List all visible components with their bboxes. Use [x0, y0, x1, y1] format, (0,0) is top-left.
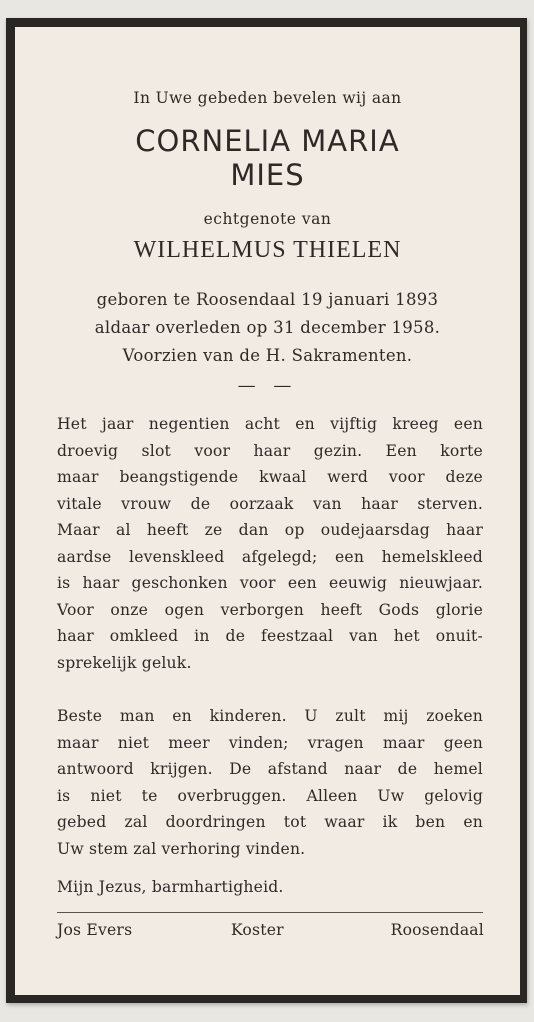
death-line: aldaar overleden op 31 december 1958. — [94, 318, 441, 337]
paragraph-line: Uw stem zal verhoring vinden. — [57, 839, 306, 858]
paragraph-line: vitale vrouw de oorzaak van haar sterven. — [57, 494, 483, 513]
footer-divider — [57, 912, 483, 913]
paragraph-line: Maar al heeft ze dan op oudejaarsdag haar — [57, 521, 483, 539]
printer-name: Jos Evers — [57, 921, 133, 939]
printer-town: Roosendaal — [390, 921, 484, 939]
paragraph-line: sprekelijk geluk. — [57, 653, 192, 672]
spouse-name: WILHELMUS THIELEN — [133, 237, 402, 263]
invocation-text: In Uwe gebeden bevelen wij aan — [133, 89, 402, 107]
birth-line: geboren te Roosendaal 19 januari 1893 — [96, 290, 439, 309]
printer-role: Koster — [231, 921, 284, 939]
card-content — [15, 27, 520, 995]
paragraph-line: Beste man en kinderen. U zult mij zoeken — [57, 707, 483, 725]
closing-prayer: Mijn Jezus, barmhartigheid. — [57, 878, 284, 896]
paragraph-line: antwoord krijgen. De afstand naar de hemel — [57, 760, 483, 778]
paragraph-line: droevig slot voor haar gezin. Een korte — [57, 441, 483, 460]
paragraph-line: Voor onze ogen verborgen heeft Gods glorie — [57, 600, 483, 619]
spouse-intro: echtgenote van — [203, 210, 332, 228]
paragraph-line: is niet te overbruggen. Alleen Uw gelovig — [57, 786, 483, 805]
separator-dashes: — — — [237, 375, 298, 396]
deceased-name-line2: MIES — [230, 158, 305, 192]
memorial-card — [6, 18, 527, 1003]
paragraph-line: aardse levenskleed afgelegd; een hemelskleed — [57, 547, 483, 566]
paragraph-line: haar omkleed in de feestzaal van het onuit- — [57, 627, 483, 645]
sacraments-line: Voorzien van de H. Sakramenten. — [122, 346, 413, 365]
paragraph-line: is haar geschonken voor een eeuwig nieuwjaar. — [57, 574, 483, 592]
paragraph-line: maar niet meer vinden; vragen maar geen — [57, 733, 483, 752]
paragraph-line: Het jaar negentien acht en vijftig kreeg een — [57, 415, 483, 433]
paragraph-line: gebed zal doordringen tot waar ik ben en — [57, 813, 483, 831]
memorial-paragraph-2 — [57, 703, 483, 862]
memorial-paragraph-1 — [57, 411, 483, 676]
deceased-name-line1: CORNELIA MARIA — [135, 124, 400, 158]
paragraph-line: maar beangstigende kwaal werd voor deze — [57, 468, 483, 486]
